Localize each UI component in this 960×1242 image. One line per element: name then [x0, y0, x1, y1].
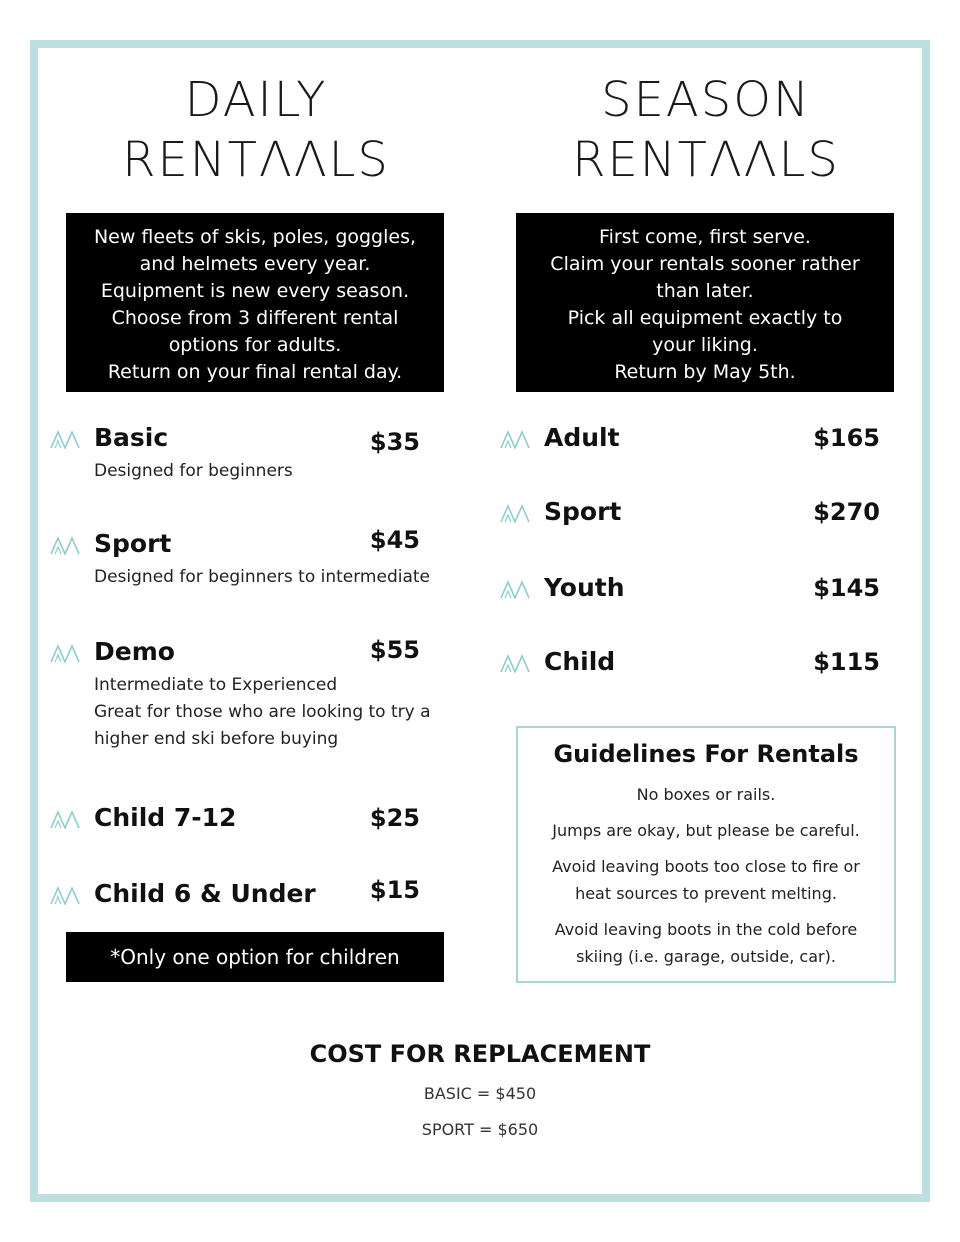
season-item-child [500, 644, 880, 684]
daily-item-demo [50, 634, 431, 749]
guideline-item [518, 817, 894, 844]
daily-rentals-heading [66, 70, 446, 190]
guidelines-title: Guidelines For Rentals [553, 740, 859, 768]
item-description-line: higher end ski before buying [94, 729, 339, 749]
daily-item-sport [50, 526, 431, 587]
daily-desc-line: options for adults. [168, 334, 342, 356]
guideline-item [518, 853, 894, 907]
item-name: Demo [94, 637, 175, 666]
daily-item-child-7-12 [50, 800, 420, 840]
season-desc-line: Return by May 5th. [614, 361, 796, 383]
replacement-line: BASIC = $450 [423, 1084, 537, 1103]
guideline-text: heat sources to prevent melting. [575, 884, 837, 903]
guideline-text: Jumps are okay, but please be careful. [552, 821, 860, 840]
mountain-icon [500, 503, 530, 523]
guideline-text: skiing (i.e. garage, outside, car). [576, 947, 836, 966]
replacement-section [0, 1036, 960, 1142]
mountain-icon [500, 653, 530, 673]
item-description-line: Great for those who are looking to try a [94, 702, 431, 722]
item-description-line: Intermediate to Experienced [94, 675, 338, 695]
season-desc-line: Pick all equipment exactly to [567, 307, 843, 329]
mountain-icon [500, 579, 530, 599]
daily-item-basic [50, 420, 420, 481]
mountain-icon [500, 429, 530, 449]
item-name: Sport [544, 497, 622, 526]
mountain-icon [50, 643, 80, 663]
season-rentals-heading [516, 70, 896, 190]
season-description-box [516, 213, 894, 392]
item-price: $270 [813, 498, 880, 526]
item-name: Youth [544, 573, 625, 602]
guideline-item [518, 781, 894, 808]
daily-desc-line: and helmets every year. [139, 253, 371, 275]
item-name: Basic [94, 423, 169, 452]
children-note: *Only one option for children [66, 932, 444, 982]
season-desc-line: Claim your rentals sooner rather [550, 253, 860, 275]
item-price: $145 [813, 574, 880, 602]
season-heading-line1: SEASON [601, 72, 811, 128]
season-item-sport [500, 494, 880, 534]
item-name: Child [544, 647, 616, 676]
daily-desc-line: Equipment is new every season. [100, 280, 410, 302]
item-name: Sport [94, 529, 172, 558]
season-desc-line: your liking. [652, 334, 758, 356]
daily-heading-line2: RENTΛΛLS [122, 132, 390, 188]
mountain-icon [50, 429, 80, 449]
mountain-icon [50, 809, 80, 829]
guideline-text: Avoid leaving boots in the cold before [554, 920, 858, 939]
replacement-line: SPORT = $650 [421, 1120, 539, 1139]
daily-item-child-6-under [50, 876, 420, 916]
item-description [94, 672, 434, 753]
item-price: $55 [369, 636, 420, 664]
item-name: Child 6 & Under [94, 879, 316, 908]
item-price: $115 [813, 648, 880, 676]
daily-description-box [66, 213, 444, 392]
season-item-adult [500, 420, 880, 460]
item-name: Adult [544, 423, 620, 452]
item-price: $35 [369, 428, 420, 456]
guidelines-box [516, 726, 896, 983]
guideline-text: No boxes or rails. [636, 785, 776, 804]
daily-desc-line: New fleets of skis, poles, goggles, [93, 226, 417, 248]
replacement-title: COST FOR REPLACEMENT [309, 1040, 651, 1068]
daily-desc-line: Choose from 3 different rental [111, 307, 399, 329]
item-description-line: Designed for beginners [94, 461, 293, 481]
mountain-icon [50, 535, 80, 555]
daily-heading-line1: DAILY [184, 72, 328, 128]
season-desc-line: First come, first serve. [599, 226, 811, 248]
item-price: $25 [369, 804, 420, 832]
guideline-text: Avoid leaving boots too close to fire or [552, 857, 860, 876]
guideline-item [518, 916, 894, 970]
season-item-youth [500, 570, 880, 610]
item-description [94, 458, 434, 485]
item-description-line: Designed for beginners to intermediate [94, 567, 431, 587]
item-price: $165 [813, 424, 880, 452]
item-price: $45 [369, 526, 420, 554]
season-desc-line: than later. [656, 280, 754, 302]
daily-desc-line: Return on your final rental day. [107, 361, 403, 383]
item-name: Child 7-12 [94, 803, 237, 832]
mountain-icon [50, 885, 80, 905]
season-heading-line2: RENTΛΛLS [572, 132, 840, 188]
item-price: $15 [369, 876, 420, 904]
item-description [94, 564, 434, 591]
